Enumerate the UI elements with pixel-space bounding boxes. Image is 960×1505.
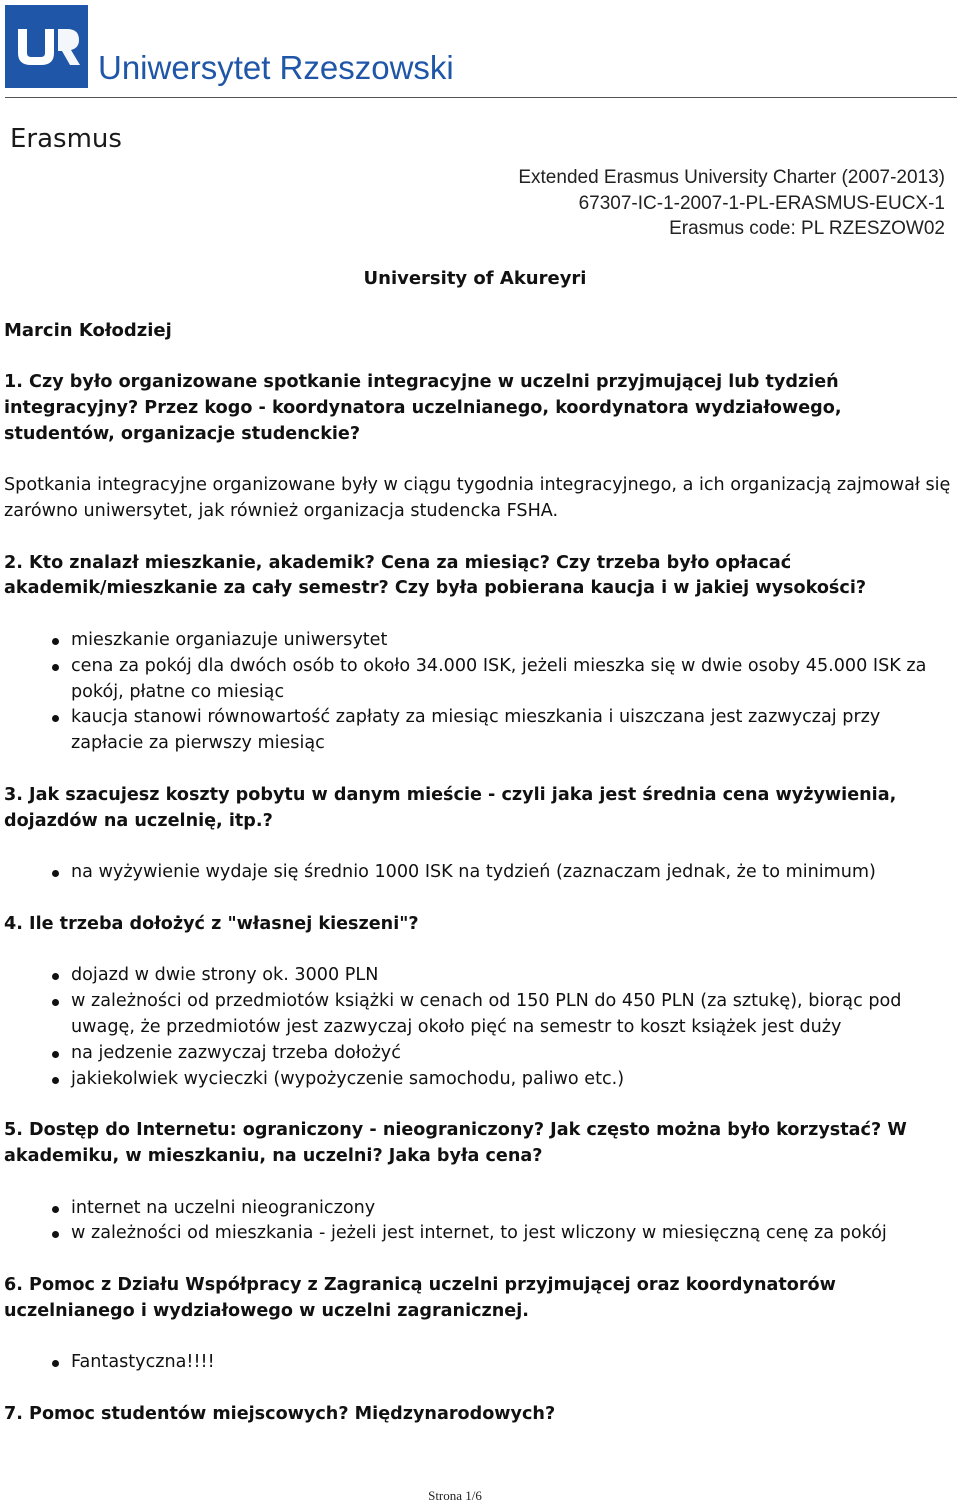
question-5-title: 5. Dostęp do Internetu: ograniczony - nieograniczony? Jak często można było korzystać? W akademiku, w mieszkaniu, na uczelni? Jaka była cena? [4,1120,907,1166]
list-item: internet na uczelni nieograniczony [4,1196,954,1222]
answer-1-text: Spotkania integracyjne organizowane były w ciągu tygodnia integracyjnego, a ich organizacją zajmował się zarówno uniwersytet, jak również organizacja studencka FSHA. [4,475,951,521]
answer-4-list [4,963,954,1092]
page-header [5,5,957,98]
section-title: Erasmus [10,124,122,154]
question-7-title: 7. Pomoc studentów miejscowych? Międzynarodowych? [4,1403,556,1424]
charter-info [518,165,945,242]
list-item: mieszkanie organiazuje uniwersytet [4,628,954,654]
host-university: University of Akureyri [363,268,587,289]
list-item: Fantastyczna!!!! [4,1350,954,1376]
list-item: w zależności od przedmiotów książki w cenach od 150 PLN do 450 PLN (za sztukę), biorąc pod uwagę, że przedmiotów jest zazwyczaj około pięć na semestr to koszt książek jest duży [4,989,954,1041]
page-number: Strona 1/6 [428,1488,482,1503]
answer-2-list [4,628,954,757]
answer-6-list [4,1350,954,1376]
list-item: jakiekolwiek wycieczki (wypożyczenie samochodu, paliwo etc.) [4,1067,954,1093]
question-2-title: 2. Kto znalazł mieszkanie, akademik? Cena za miesiąc? Czy trzeba było opłacać akademik/mieszkanie za cały semestr? Czy była pobierana kaucja i w jakiej wysokości? [4,552,867,599]
list-item: na jedzenie zazwyczaj trzeba dołożyć [4,1041,954,1067]
list-item: na wyżywienie wydaje się średnio 1000 ISK na tydzień (zaznaczam jednak, że to minimum) [4,860,954,886]
charter-code: 67307-IC-1-2007-1-PL-ERASMUS-EUCX-1 [578,192,945,214]
question-4-title: 4. Ile trzeba dołożyć z "własnej kieszeni"? [4,913,419,934]
answer-3-list [4,860,954,886]
list-item: w zależności od mieszkania - jeżeli jest internet, to jest wliczony w miesięczną cenę za pokój [4,1221,954,1247]
answer-5-list [4,1196,954,1248]
question-6-title: 6. Pomoc z Działu Współpracy z Zagranicą uczelni przyjmującej oraz koordynatorów uczelnianego i wydziałowego w uczelni zagranicznej. [4,1274,836,1321]
questionnaire [4,370,954,1453]
university-logo [5,5,88,88]
university-name: Uniwersytet Rzeszowski [98,49,454,86]
question-3-title: 3. Jak szacujesz koszty pobytu w danym mieście - czyli jaka jest średnia cena wyżywienia, dojazdów na uczelnię, itp.? [4,784,897,831]
question-1-title: 1. Czy było organizowane spotkanie integracyjne w uczelni przyjmującej lub tydzień integracyjny? Przez kogo - koordynatora uczelnianego, koordynatora wydziałowego, studentów, organizacje studenckie? [4,372,842,444]
list-item: kaucja stanowi równowartość zapłaty za miesiąc mieszkania i uiszczana jest zazwyczaj przy zapłacie za pierwszy miesiąc [4,705,954,757]
list-item: dojazd w dwie strony ok. 3000 PLN [4,963,954,989]
list-item: cena za pokój dla dwóch osób to około 34.000 ISK, jeżeli mieszka się w dwie osoby 45.000 ISK za pokój, płatne co miesiąc [4,654,954,706]
erasmus-code: Erasmus code: PL RZESZOW02 [669,218,945,239]
author-name: Marcin Kołodziej [4,320,172,341]
charter-line: Extended Erasmus University Charter (2007-2013) [518,167,945,188]
